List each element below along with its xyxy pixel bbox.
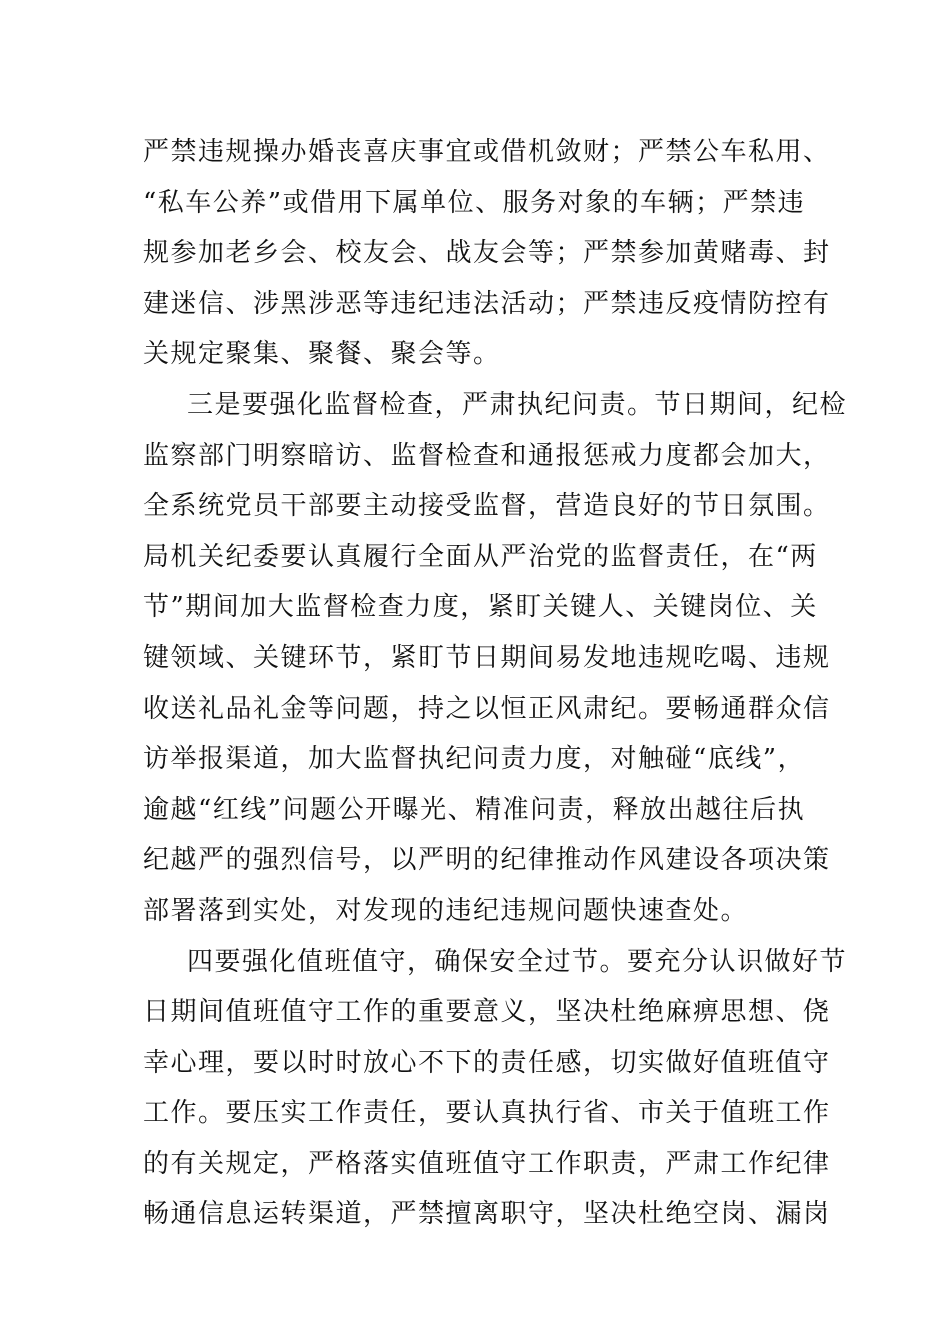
text-line: 键领域、关键环节，紧盯节日期间易发地违规吃喝、违规 [143,642,831,673]
text-line: 关规定聚集、聚餐、聚会等。 [143,339,501,370]
paragraph-start-line: 三是要强化监督检查，严肃执纪问责。节日期间，纪检 [187,389,848,420]
paragraph-start-line: 四要强化值班值守，确保安全过节。要充分认识做好节 [187,946,848,977]
text-line: 工作。要压实工作责任，要认真执行省、市关于值班工作 [143,1098,831,1129]
text-line: “私车公养”或借用下属单位、服务对象的车辆；严禁违 [143,187,806,218]
text-line: 收送礼品礼金等问题，持之以恒正风肃纪。要畅通群众信 [143,693,831,724]
text-line: 幸心理，要以时时放心不下的责任感，切实做好值班值守 [143,1047,831,1078]
body-text [143,127,848,1240]
text-line: 严禁违规操办婚丧喜庆事宜或借机敛财；严禁公车私用、 [143,137,831,167]
text-line: 畅通信息运转渠道，严禁擅离职守，坚决杜绝空岗、漏岗 [143,1199,831,1230]
text-line: 访举报渠道，加大监督执纪问责力度，对触碰“底线”， [143,744,806,775]
text-line: 监察部门明察暗访、监督检查和通报惩戒力度都会加大， [143,440,831,471]
text-line: 纪越严的强烈信号，以严明的纪律推动作风建设各项决策 [143,845,831,876]
text-line: 部署落到实处，对发现的违纪违规问题快速查处。 [143,895,749,926]
text-line: 规参加老乡会、校友会、战友会等；严禁参加黄赌毒、封 [143,238,831,269]
text-line: 建迷信、涉黑涉恶等违纪违法活动；严禁违反疫情防控有 [143,288,831,319]
text-line: 的有关规定，严格落实值班值守工作职责，严肃工作纪律 [143,1148,831,1179]
text-line: 全系统党员干部要主动接受监督，营造良好的节日氛围。 [143,491,831,522]
text-line: 节”期间加大监督检查力度，紧盯关键人、关键岗位、关 [143,592,818,623]
text-line: 局机关纪委要认真履行全面从严治党的监督责任，在“两 [143,541,818,572]
text-line: 逾越“红线”问题公开曝光、精准问责，释放出越往后执 [143,794,806,825]
text-line: 日期间值班值守工作的重要意义，坚决杜绝麻痹思想、侥 [143,997,831,1028]
